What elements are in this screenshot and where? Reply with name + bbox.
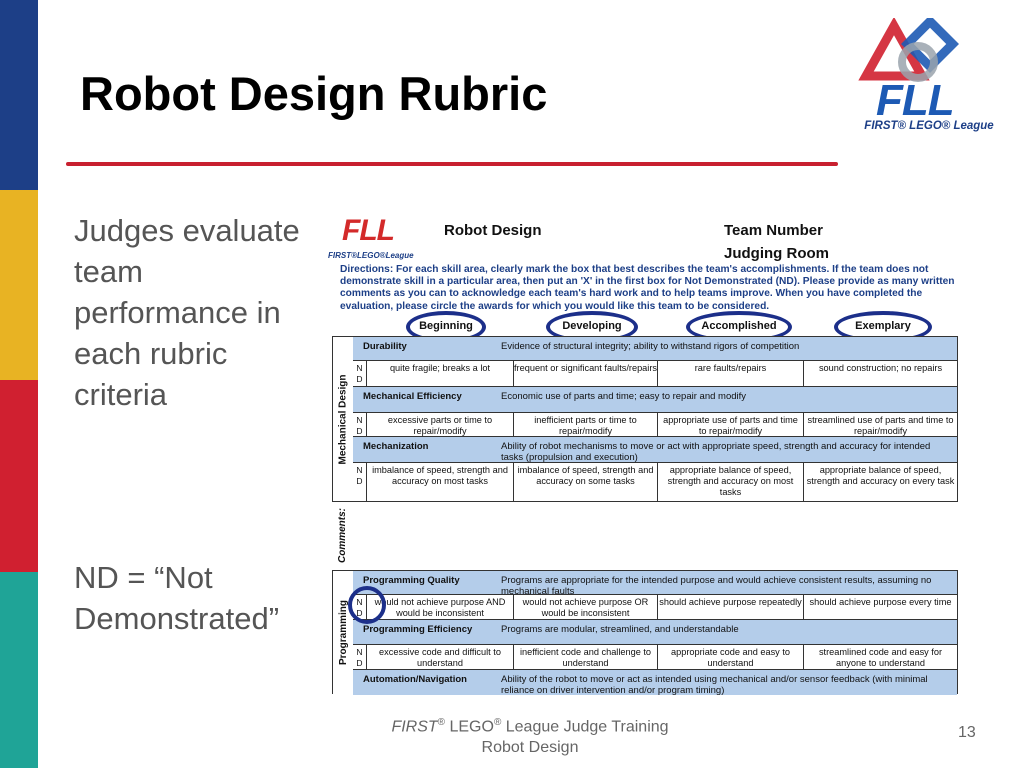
left-stripe-red <box>0 380 38 572</box>
sheet-title: Robot Design <box>444 222 542 239</box>
criterion-name: Programming Efficiency <box>363 624 473 635</box>
rubric-cell[interactable]: streamlined use of parts and time to repair/modify <box>807 415 954 436</box>
section-label-text: Mechanical Design <box>337 373 349 465</box>
rubric-cell[interactable]: imbalance of speed, strength and accuracy on most tasks <box>367 463 514 501</box>
section-label-text: Programming <box>337 599 349 666</box>
rubric-sheet <box>326 208 964 694</box>
fll-tagline: FIRST® LEGO® League <box>864 120 994 132</box>
criterion-header <box>353 670 957 695</box>
rubric-cell[interactable]: should achieve purpose repeatedly <box>658 595 804 619</box>
criterion-name: Mechanical Efficiency <box>363 391 462 402</box>
fll-wordmark: FLL <box>876 76 954 125</box>
sheet-fll-tagline: FIRST®LEGO®League <box>328 251 414 260</box>
rubric-cell[interactable]: rare faults/repairs <box>658 361 804 386</box>
footer-line-2: Robot Design <box>481 739 579 757</box>
rubric-cell[interactable]: should achieve purpose every time <box>809 597 952 607</box>
criterion-description: Ability of the robot to move or act as intended using mechanical and/or sensor feedback (with minimal reliance on driver intervention and/or program timing) <box>501 674 928 696</box>
section-mechanical-design <box>332 336 958 502</box>
rubric-cell[interactable]: quite fragile; breaks a lot <box>367 361 514 386</box>
judging-room-label: Judging Room <box>724 245 829 262</box>
criterion-header <box>353 337 957 361</box>
criterion-description: Programs are appropriate for the intended purpose and would achieve consistent results, assuming no mechanical faults <box>501 575 932 597</box>
criterion-row <box>353 463 957 501</box>
rubric-cell[interactable]: excessive parts or time to repair/modify <box>367 413 514 436</box>
criterion-row <box>353 413 957 437</box>
level-beginning: Beginning <box>418 316 474 338</box>
rubric-cell[interactable]: would not achieve purpose OR would be inconsistent <box>514 595 658 619</box>
nd-cell[interactable]: N D <box>353 463 367 501</box>
criterion-name: Mechanization <box>363 441 429 452</box>
body-text-nd-definition: ND = “Not Demonstrated” <box>74 560 280 636</box>
rubric-cell[interactable]: appropriate code and easy to understand <box>658 645 804 669</box>
rubric-cell[interactable]: inefficient code and challenge to understand <box>514 645 658 669</box>
rubric-cell[interactable]: would not achieve purpose AND would be inconsistent <box>367 595 514 619</box>
rubric-cell[interactable]: sound construction; no repairs <box>818 363 943 373</box>
criterion-row <box>353 595 957 620</box>
criterion-name: Programming Quality <box>363 575 460 586</box>
slide-title: Robot Design Rubric <box>80 67 548 120</box>
criterion-header <box>353 620 957 645</box>
rubric-cell[interactable]: imbalance of speed, strength and accuracy on some tasks <box>514 463 658 501</box>
criterion-description: Evidence of structural integrity; ability to withstand rigors of competition <box>501 341 800 352</box>
rubric-cell[interactable]: excessive code and difficult to understand <box>367 645 514 669</box>
team-number-label: Team Number <box>724 222 823 239</box>
body-text-judges: Judges evaluate team performance in each rubric criteria <box>74 213 300 412</box>
level-header-row <box>326 316 964 338</box>
rubric-cell[interactable]: appropriate use of parts and time to repair/modify <box>658 413 804 436</box>
rubric-cell[interactable]: appropriate balance of speed, strength and accuracy on every task <box>806 465 955 486</box>
criterion-header <box>353 571 957 595</box>
criterion-description: Ability of robot mechanisms to move or act with appropriate speed, strength and accuracy for intended tasks (propulsion and execution) <box>501 441 931 463</box>
level-exemplary: Exemplary <box>846 316 920 338</box>
comments-area[interactable] <box>332 502 958 568</box>
level-accomplished: Accomplished <box>698 316 780 338</box>
criterion-header <box>353 437 957 463</box>
criterion-row <box>353 645 957 670</box>
rubric-directions: Directions: For each skill area, clearly mark the box that best describes the team's accomplishments. If the team does not demonstrate skill in a particular area, then put an 'X' in the first box for Not Demonstrated (ND). Please provide as many written comments as you can to acknowledge each team's hard work and to help teams improve. When you have completed the evaluation, please circle the awards for which you would like this team to be considered. <box>340 264 955 312</box>
footer-line-1: FIRST® LEGO® League Judge Training <box>391 717 669 736</box>
rubric-cell[interactable]: frequent or significant faults/repairs <box>514 361 658 386</box>
left-stripe-yellow <box>0 190 38 380</box>
criterion-name: Durability <box>363 341 407 352</box>
nd-cell[interactable]: N D <box>353 413 367 436</box>
sheet-fll-logo: FLL <box>342 214 394 247</box>
level-developing: Developing <box>558 316 626 338</box>
nd-cell[interactable]: N D <box>353 645 367 669</box>
nd-cell[interactable]: N D <box>353 595 367 619</box>
criterion-header <box>353 387 957 413</box>
footer-first: FIRST <box>391 718 438 736</box>
criterion-name: Automation/Navigation <box>363 674 467 685</box>
section-label <box>333 571 353 694</box>
left-stripe-blue <box>0 0 38 190</box>
comments-label: Comments: <box>336 507 348 563</box>
section-label <box>333 337 353 501</box>
criterion-row <box>353 361 957 387</box>
criterion-description: Programs are modular, streamlined, and understandable <box>501 624 739 635</box>
rubric-cell[interactable]: inefficient parts or time to repair/modify <box>514 413 658 436</box>
footer-lego: LEGO <box>445 718 494 736</box>
slide-footer <box>330 712 730 758</box>
nd-cell[interactable]: N D <box>353 361 367 386</box>
title-underline <box>66 162 838 166</box>
nd-highlight-circle <box>348 586 386 624</box>
fll-logo <box>858 18 1000 168</box>
rubric-cell[interactable]: appropriate balance of speed, strength and accuracy on most tasks <box>658 463 804 501</box>
criterion-description: Economic use of parts and time; easy to repair and modify <box>501 391 747 402</box>
section-programming <box>332 570 958 694</box>
footer-league: League Judge Training <box>501 718 669 736</box>
rubric-cell[interactable]: streamlined code and easy for anyone to understand <box>818 647 943 668</box>
page-number: 13 <box>958 724 976 741</box>
left-stripe-teal <box>0 572 38 768</box>
